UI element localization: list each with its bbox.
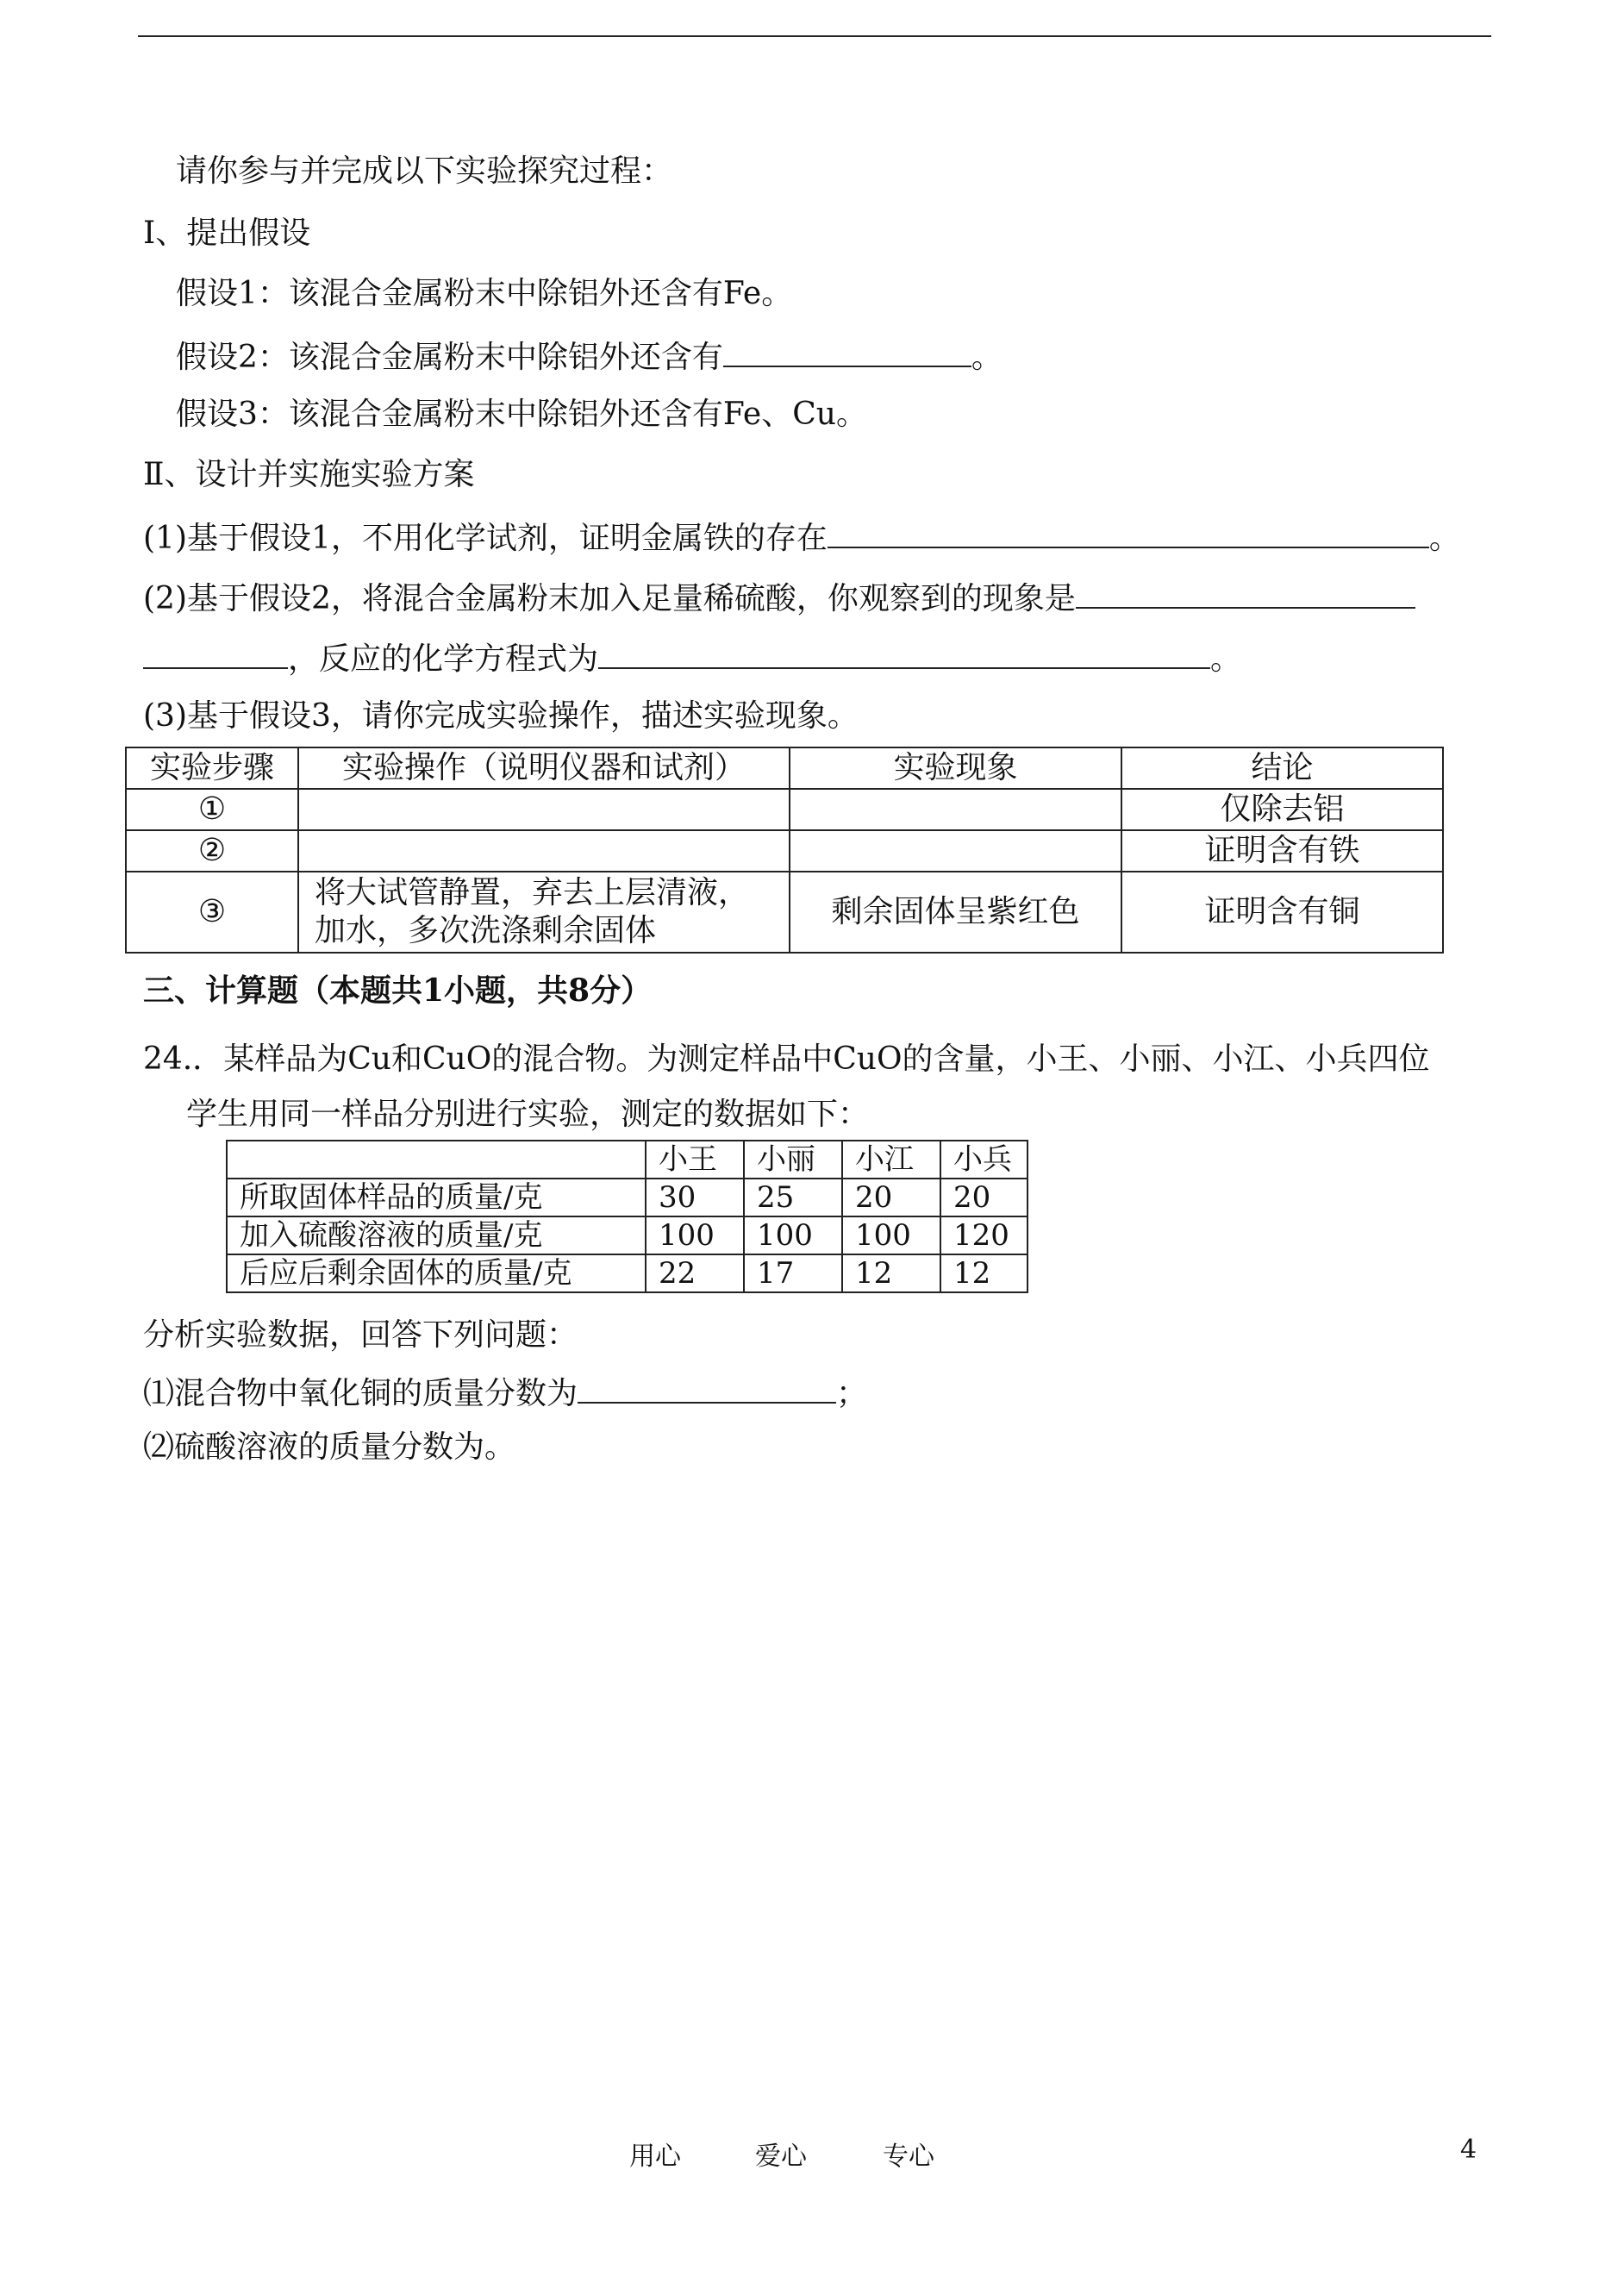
- question-2-line-2: [143, 636, 1241, 679]
- answer-blank-1[interactable]: [578, 1371, 836, 1404]
- operation-cell[interactable]: [298, 789, 790, 830]
- table-row: [126, 830, 1443, 872]
- question-1: [143, 516, 1460, 559]
- row-label: 所取固体样品的质量/克: [227, 1179, 646, 1216]
- hypothesis-2: [176, 335, 1003, 378]
- conclusion-cell: 证明含有铜: [1121, 872, 1443, 953]
- experiment-table-header: [126, 747, 1443, 789]
- header-conclusion: 结论: [1121, 747, 1443, 789]
- hypothesis-3: 假设3：该混合金属粉末中除铝外还含有Fe、Cu。: [176, 397, 867, 432]
- question-2-equation-text: ，反应的化学方程式为: [288, 641, 599, 677]
- analysis-text: 分析实验数据，回答下列问题：: [143, 1317, 578, 1353]
- step-cell: ①: [126, 789, 298, 830]
- phenomenon-cell: 剩余固体呈紫红色: [790, 872, 1121, 953]
- answer-2: ⑵硫酸溶液的质量分数为。: [143, 1429, 516, 1465]
- answer-1-end: ；: [836, 1376, 868, 1411]
- operation-line-2: 加水，多次洗涤剩余固体: [315, 913, 657, 948]
- header-xiaojiang: 小江: [842, 1141, 940, 1179]
- answer-blank-question-2-equation[interactable]: [598, 636, 1210, 669]
- value-cell: 120: [940, 1216, 1027, 1254]
- question-24-line-1: 24.．某样品为Cu和CuO的混合物。为测定样品中CuO的含量，小王、小丽、小江、小兵四位: [143, 1041, 1430, 1077]
- operation-line-1: 将大试管静置，弃去上层清液，: [315, 875, 750, 910]
- header-phenomenon: 实验现象: [790, 747, 1121, 789]
- answer-1: [143, 1371, 867, 1414]
- hypothesis-2-text: 假设2：该混合金属粉末中除铝外还含有: [176, 340, 723, 375]
- value-cell: 100: [842, 1216, 940, 1254]
- step-cell: ②: [126, 830, 298, 872]
- operation-cell: [298, 872, 790, 953]
- table-row: [227, 1254, 1027, 1292]
- phenomenon-cell[interactable]: [790, 830, 1121, 872]
- footer-word-1: 用心: [629, 2142, 681, 2172]
- value-cell: 20: [940, 1179, 1027, 1216]
- section-ii-heading: Ⅱ、设计并实施实验方案: [143, 457, 475, 492]
- table-row: [126, 872, 1443, 953]
- page-number: 4: [1460, 2135, 1477, 2165]
- intro-text: 请你参与并完成以下实验探究过程：: [176, 153, 673, 189]
- conclusion-cell: 仅除去铝: [1121, 789, 1443, 830]
- value-cell: 100: [744, 1216, 842, 1254]
- table-row: [227, 1216, 1027, 1254]
- header-operation: 实验操作（说明仪器和试剂）: [298, 747, 790, 789]
- row-label: 加入硫酸溶液的质量/克: [227, 1216, 646, 1254]
- question-1-end: 。: [1428, 521, 1460, 556]
- hypothesis-2-end: 。: [971, 340, 1003, 375]
- question-3: (3)基于假设3，请你完成实验操作，描述实验现象。: [143, 698, 859, 734]
- header-rule: [138, 35, 1491, 37]
- question-2-end: 。: [1210, 641, 1242, 677]
- answer-blank-question-2-phenomenon-cont[interactable]: [143, 636, 288, 669]
- header-xiaobing: 小兵: [940, 1141, 1027, 1179]
- header-blank: [227, 1141, 646, 1179]
- question-24-line-2: 学生用同一样品分别进行实验，测定的数据如下：: [186, 1097, 870, 1132]
- hypothesis-1: 假设1：该混合金属粉末中除铝外还含有Fe。: [176, 276, 793, 311]
- question-1-text: (1)基于假设1，不用化学试剂，证明金属铁的存在: [143, 521, 828, 556]
- value-cell: 12: [842, 1254, 940, 1292]
- section-iii-heading: 三、计算题（本题共1小题，共8分）: [143, 972, 653, 1009]
- data-table-header: [227, 1141, 1027, 1179]
- answer-1-text: ⑴混合物中氧化铜的质量分数为: [143, 1376, 578, 1411]
- value-cell: 22: [646, 1254, 744, 1292]
- header-xiaoli: 小丽: [744, 1141, 842, 1179]
- row-label: 后应后剩余固体的质量/克: [227, 1254, 646, 1292]
- table-row: [227, 1179, 1027, 1216]
- question-2-text: (2)基于假设2，将混合金属粉末加入足量稀硫酸，你观察到的现象是: [143, 581, 1076, 616]
- answer-blank-hypothesis-2[interactable]: [723, 335, 971, 367]
- data-table: [226, 1140, 1028, 1293]
- step-cell: ③: [126, 872, 298, 953]
- footer-word-2: 爱心: [755, 2142, 807, 2172]
- value-cell: 30: [646, 1179, 744, 1216]
- experiment-table: [125, 747, 1444, 954]
- operation-cell[interactable]: [298, 830, 790, 872]
- table-row: [126, 789, 1443, 830]
- phenomenon-cell[interactable]: [790, 789, 1121, 830]
- header-xiaowang: 小王: [646, 1141, 744, 1179]
- conclusion-cell: 证明含有铁: [1121, 830, 1443, 872]
- question-2-line-1: [143, 576, 1415, 619]
- value-cell: 20: [842, 1179, 940, 1216]
- footer-word-3: 专心: [883, 2142, 934, 2172]
- value-cell: 100: [646, 1216, 744, 1254]
- header-step: 实验步骤: [126, 747, 298, 789]
- answer-blank-question-1[interactable]: [828, 516, 1429, 548]
- section-i-heading: Ⅰ、提出假设: [143, 216, 311, 251]
- value-cell: 12: [940, 1254, 1027, 1292]
- value-cell: 17: [744, 1254, 842, 1292]
- answer-blank-question-2-phenomenon[interactable]: [1076, 576, 1415, 609]
- value-cell: 25: [744, 1179, 842, 1216]
